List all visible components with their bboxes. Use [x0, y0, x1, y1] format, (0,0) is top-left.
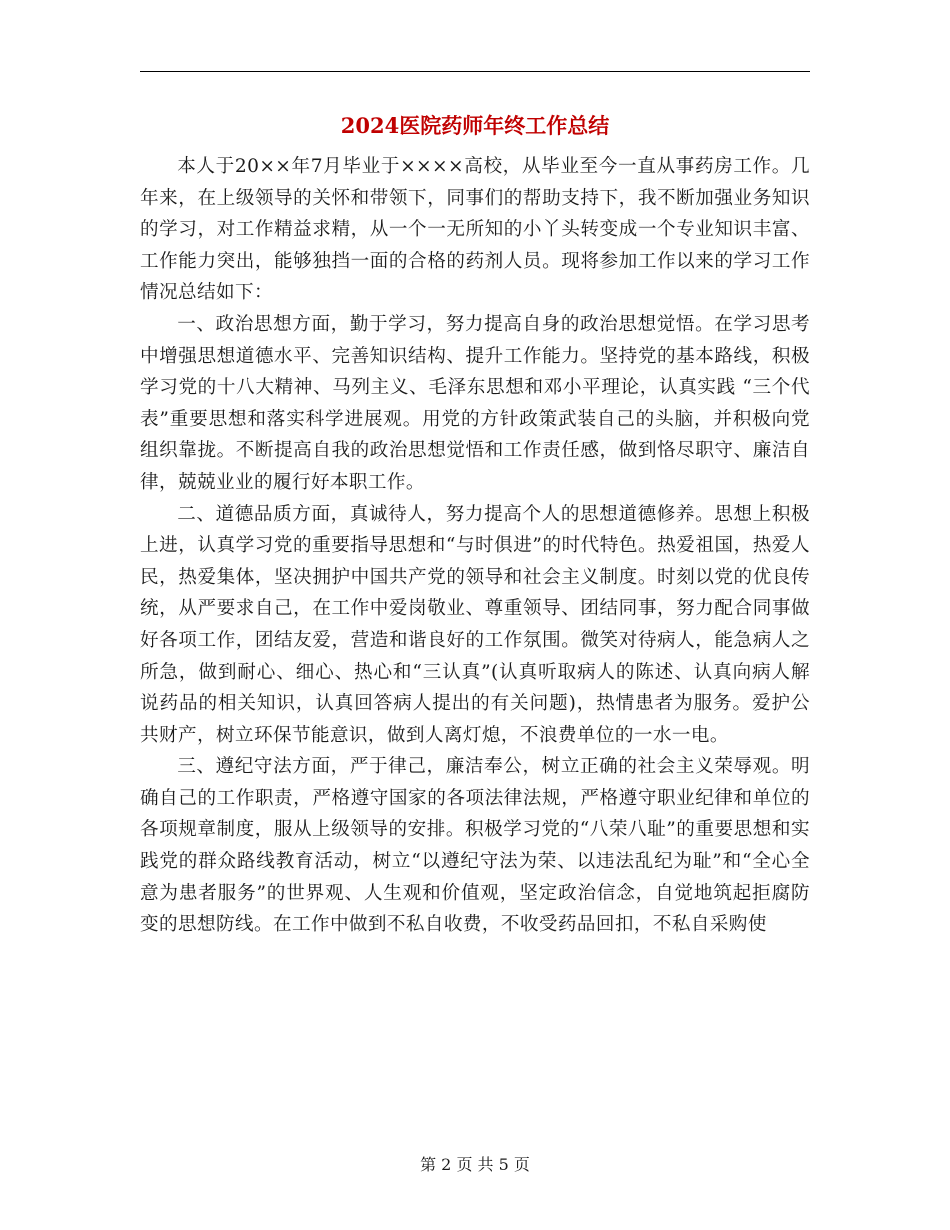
paragraph-political: 一、政治思想方面，勤于学习，努力提高自身的政治思想觉悟。在学习思考中增强思想道德水平、完善知识结构、提升工作能力。坚持党的基本路线，积极学习党的十八大精神、马列主义、毛泽东思想和邓小平理论，认真实践 “三个代表”重要思想和落实科学进展观。用党的方针政策武装自己的头脑，并积极向党组织靠拢。不断提高自我的政治思想觉悟和工作责任感，做到恪尽职守、廉洁自律，兢兢业业的履行好本职工作。 [140, 313, 810, 493]
paragraph-moral: 二、道德品质方面，真诚待人，努力提高个人的思想道德修养。思想上积极上进，认真学习党的重要指导思想和“与时俱进”的时代特色。热爱祖国，热爱人民，热爱集体，坚决拥护中国共产党的领导和社会主义制度。时刻以党的优良传统，从严要求自己，在工作中爱岗敬业、尊重领导、团结同事，努力配合同事做好各项工作，团结友爱，营造和谐良好的工作氛围。微笑对待病人，能急病人之所急，做到耐心、细心、热心和“三认真”(认真听取病人的陈述、认真向病人解说药品的相关知识，认真回答病人提出的有关问题)，热情患者为服务。爱护公共财产，树立环保节能意识，做到人离灯熄，不浪费单位的一水一电。 [140, 503, 810, 746]
document-title: 2024医院药师年终工作总结 [340, 113, 610, 138]
document-body [140, 151, 810, 941]
paragraph-law: 三、遵纪守法方面，严于律己，廉洁奉公，树立正确的社会主义荣辱观。明确自己的工作职责，严格遵守国家的各项法律法规，严格遵守职业纪律和单位的各项规章制度，服从上级领导的安排。积极学习党的“八荣八耻”的重要思想和实践党的群众路线教育活动，树立“以遵纪守法为荣、以违法乱纪为耻”和“全心全意为患者服务”的世界观、人生观和价值观，坚定政治信念，自觉地筑起拒腐防变的思想防线。在工作中做到不私自收费，不收受药品回扣，不私自采购使 [140, 756, 810, 936]
paragraph-intro: 本人于20××年7月毕业于××××高校，从毕业至今一直从事药房工作。几年来，在上级领导的关怀和带领下，同事们的帮助支持下，我不断加强业务知识的学习，对工作精益求精，从一个一无所知的小丫头转变成一个专业知识丰富、工作能力突出，能够独挡一面的合格的药剂人员。现将参加工作以来的学习工作情况总结如下： [140, 156, 810, 304]
header-rule [140, 71, 810, 72]
page-footer: 第 2 页 共 5 页 [420, 1155, 530, 1174]
